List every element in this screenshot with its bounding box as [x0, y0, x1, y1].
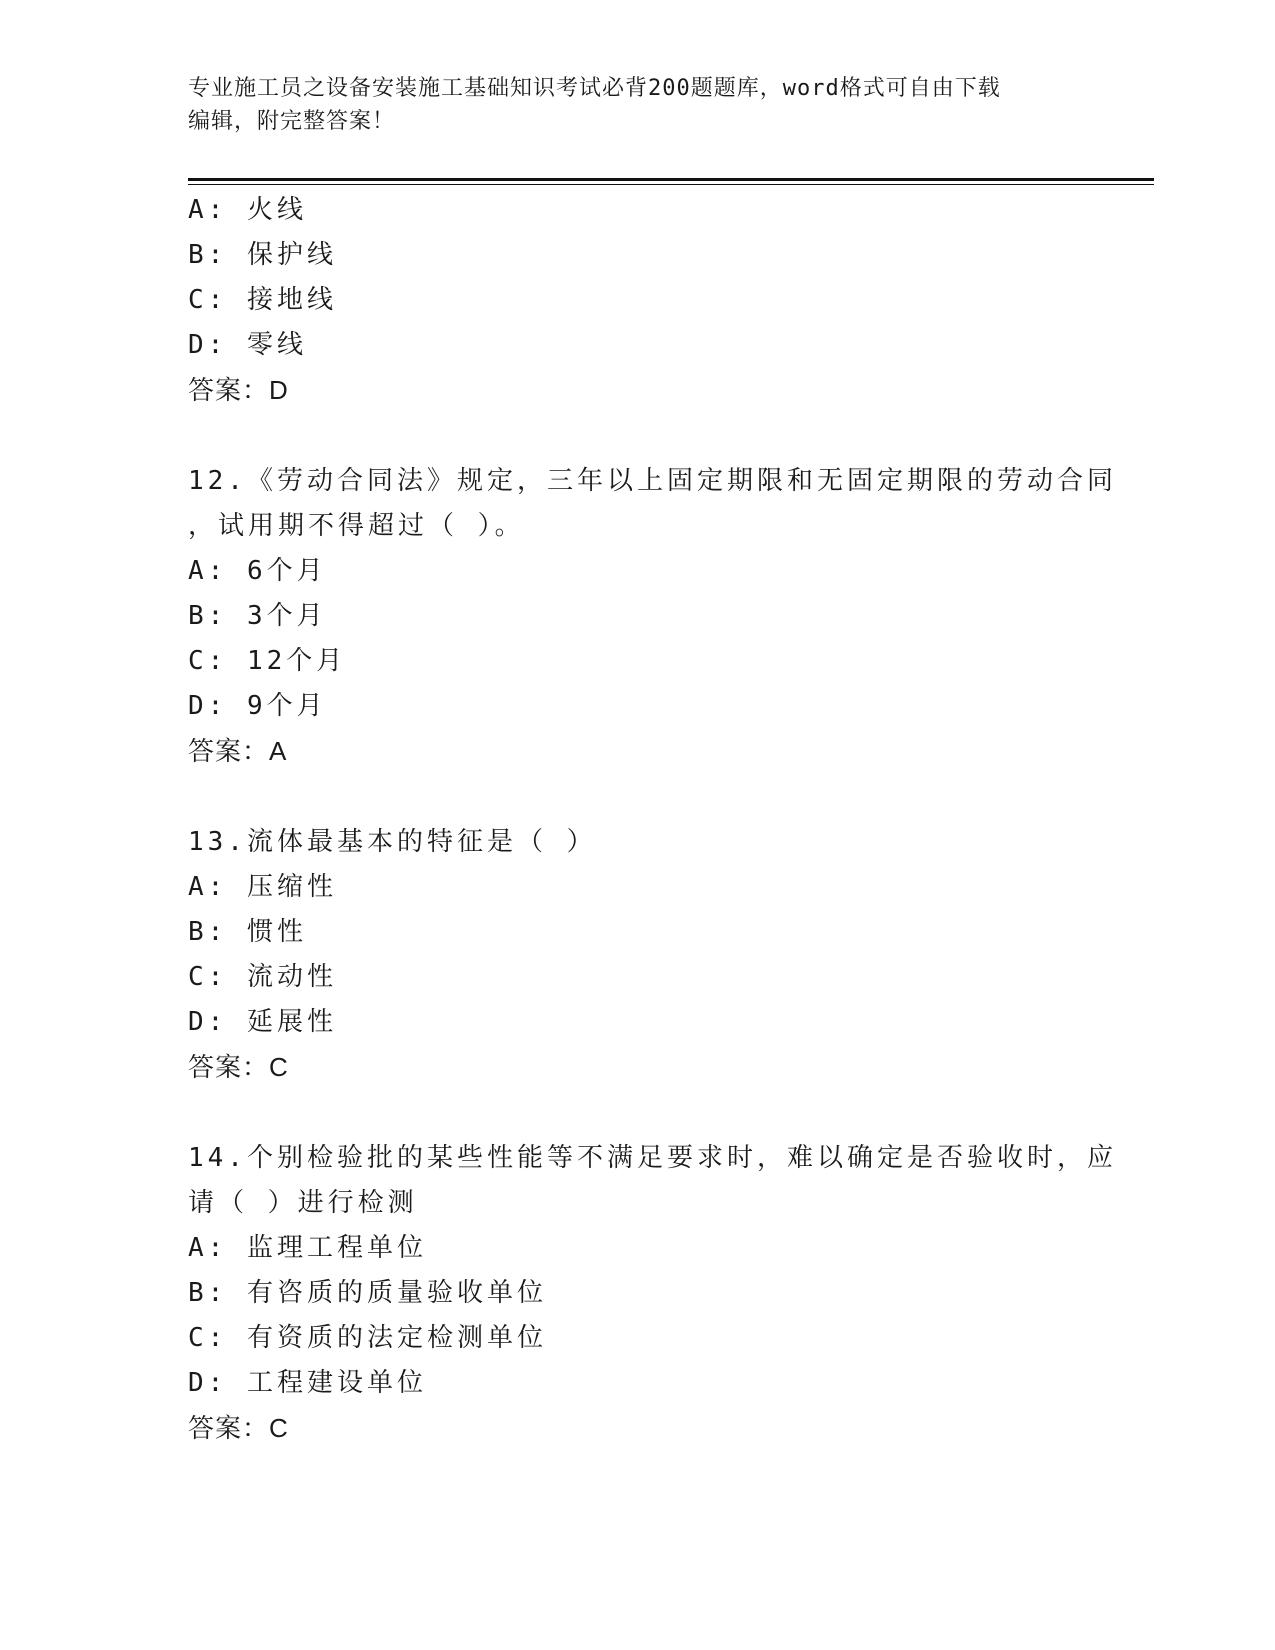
option-d: D: 9个月 [188, 691, 327, 721]
answer-line: 答案：C [188, 1413, 289, 1443]
answer-line: 答案：C [188, 1052, 289, 1082]
question-13 [188, 820, 1088, 1090]
spacer [188, 1090, 1088, 1136]
question-11 [188, 188, 1088, 413]
question-14 [188, 1136, 1117, 1451]
option-b: B: 惯性 [188, 917, 307, 947]
option-d: D: 工程建设单位 [188, 1368, 427, 1398]
question-text-line-2: ，试用期不得超过（ ）。 [188, 511, 525, 541]
question-text-line-1: 12.《劳动合同法》规定，三年以上固定期限和无固定期限的劳动合同 [188, 466, 1117, 496]
question-list [188, 188, 1117, 1451]
question-12 [188, 459, 1117, 774]
option-d: D: 零线 [188, 330, 307, 360]
header-title-line-2: 编辑，附完整答案！ [188, 109, 396, 134]
option-a: A: 火线 [188, 195, 307, 225]
option-c: C: 12个月 [188, 646, 347, 676]
option-b: B: 3个月 [188, 601, 327, 631]
option-a: A: 监理工程单位 [188, 1233, 427, 1263]
header-divider-thick [188, 178, 1154, 181]
header-divider-thin [188, 184, 1154, 185]
option-b: B: 有咨质的质量验收单位 [188, 1278, 547, 1308]
option-c: C: 接地线 [188, 285, 337, 315]
option-b: B: 保护线 [188, 240, 337, 270]
question-text-line-1: 14.个别检验批的某些性能等不满足要求时，难以确定是否验收时，应 [188, 1143, 1117, 1173]
option-d: D: 延展性 [188, 1007, 337, 1037]
document-header [188, 72, 1088, 138]
spacer [188, 774, 1088, 820]
question-text-line-1: 13.流体最基本的特征是（ ） [188, 827, 597, 857]
spacer [188, 413, 1088, 459]
option-a: A: 压缩性 [188, 872, 337, 902]
option-a: A: 6个月 [188, 556, 327, 586]
answer-line: 答案：A [188, 736, 288, 766]
question-text-line-2: 请（ ）进行检测 [188, 1188, 418, 1218]
header-title-line-1: 专业施工员之设备安装施工基础知识考试必背200题题库，word格式可自由下载 [188, 76, 1001, 101]
option-c: C: 有资质的法定检测单位 [188, 1323, 547, 1353]
answer-line: 答案：D [188, 375, 289, 405]
option-c: C: 流动性 [188, 962, 337, 992]
